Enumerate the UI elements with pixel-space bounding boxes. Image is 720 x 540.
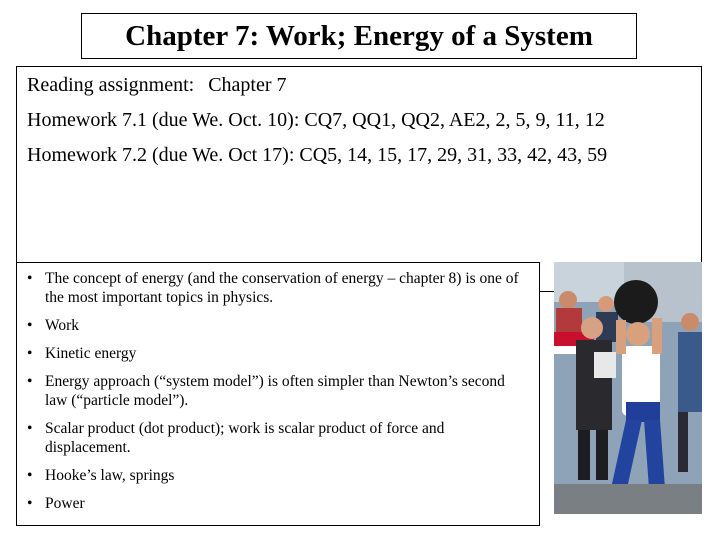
list-item	[27, 494, 531, 513]
list-item-text: The concept of energy (and the conservation of energy – chapter 8) is one of the most important topics in physics.	[45, 270, 519, 306]
list-item	[27, 419, 531, 457]
list-item-text: Energy approach (“system model”) is often simpler than Newton’s second law (“particle model”).	[45, 373, 505, 409]
list-item-text: Hooke’s law, springs	[45, 467, 175, 484]
slide-title-text: Chapter 7: Work; Energy of a System	[125, 19, 593, 52]
bullet-icon: •	[27, 495, 33, 512]
reading-label: Reading assignment:	[27, 74, 195, 96]
list-item	[27, 466, 531, 485]
slide-title	[81, 13, 637, 59]
bullet-icon: •	[27, 345, 33, 362]
bullet-icon: •	[27, 467, 33, 484]
bullet-icon: •	[27, 420, 33, 437]
list-item-text: Kinetic energy	[45, 345, 137, 362]
reading-value: Chapter 7	[208, 74, 287, 96]
topics-box	[16, 262, 540, 526]
list-item	[27, 316, 531, 335]
strongman-photo	[554, 262, 702, 514]
homework-7-2: Homework 7.2 (due We. Oct 17): CQ5, 14, 15, 17, 29, 31, 33, 42, 43, 59	[27, 144, 608, 166]
list-item	[27, 269, 531, 307]
assignment-box	[16, 66, 702, 292]
bullet-icon: •	[27, 270, 33, 287]
reading-assignment	[27, 73, 691, 98]
bullet-icon: •	[27, 373, 33, 390]
homework-7-1: Homework 7.1 (due We. Oct. 10): CQ7, QQ1, QQ2, AE2, 2, 5, 9, 11, 12	[27, 109, 605, 131]
strongman-photo-illustration	[554, 262, 702, 514]
bullet-icon: •	[27, 317, 33, 334]
list-item-text: Scalar product (dot product); work is scalar product of force and displacement.	[45, 420, 445, 456]
list-item-text: Work	[45, 317, 80, 334]
list-item-text: Power	[45, 495, 85, 512]
list-item	[27, 372, 531, 410]
topics-list	[27, 269, 531, 513]
list-item	[27, 344, 531, 363]
